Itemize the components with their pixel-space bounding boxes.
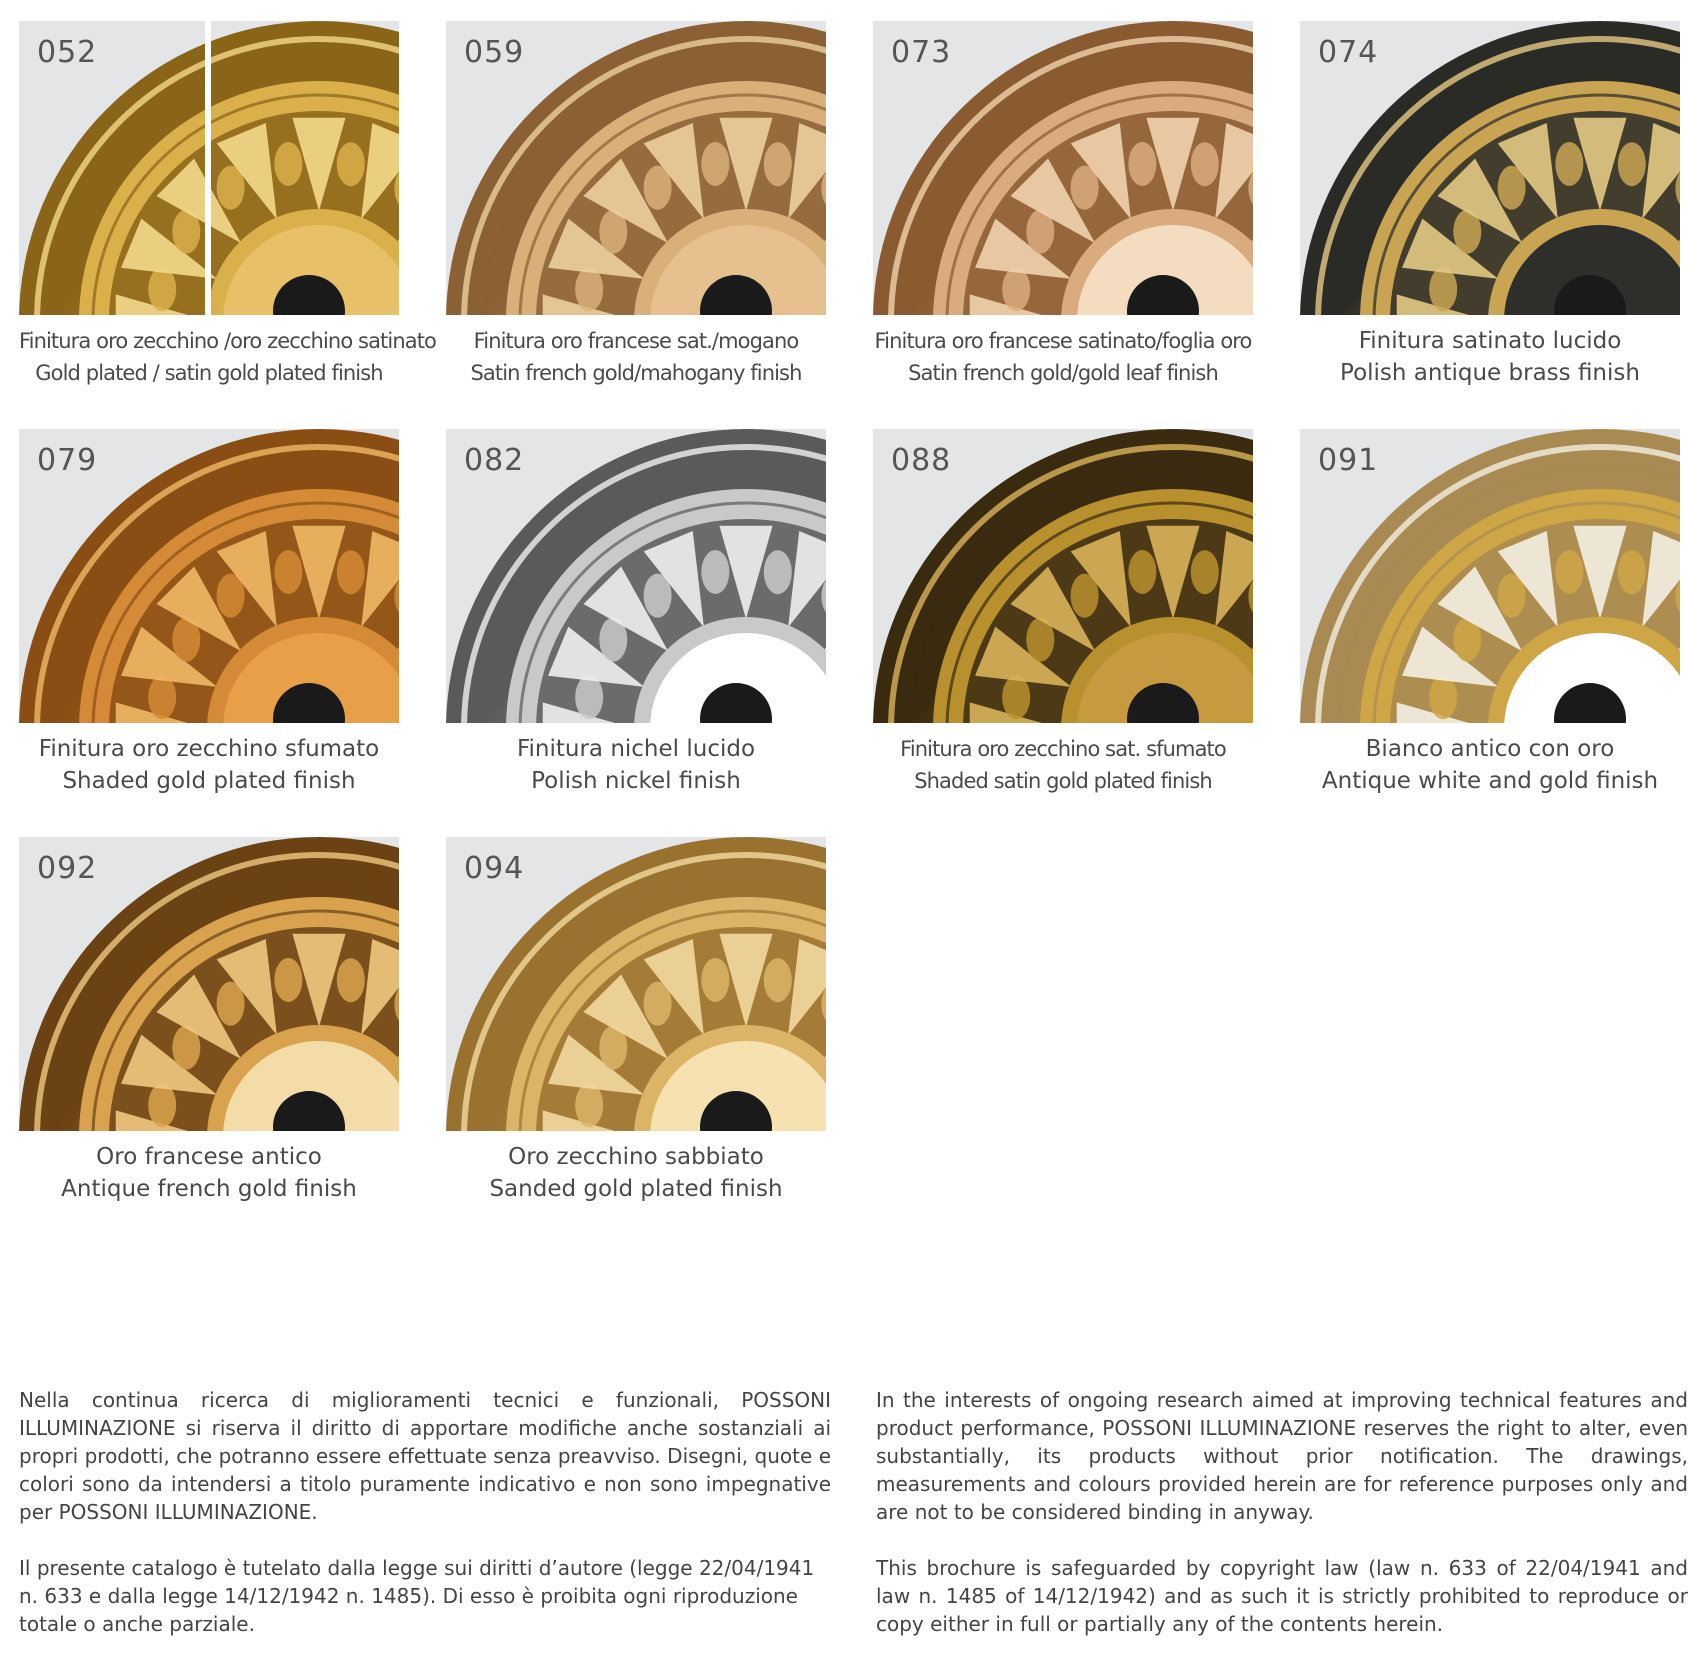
finish-code: 052 (37, 35, 98, 70)
finish-caption (873, 733, 1253, 797)
disclaimer-italian-paragraph-1: Nella continua ricerca di miglioramenti tecnici e funzionali, POSSONI ILLUMINAZIONE si riserva il diritto di apportare modifiche anche sostanziali ai propri prodotti, che potranno essere effettuate senza preavviso. Disegni, quote e colori sono da intendersi a titolo puramente indicativo e non sono impegnative per POSSONI ILLUMINAZIONE. (19, 1388, 831, 1524)
disclaimer-italian (19, 1386, 831, 1638)
caption-english: Shaded gold plated finish (62, 768, 356, 794)
caption-italian: Finitura oro francese sat./mogano (473, 329, 799, 353)
finish-code: 088 (891, 443, 952, 478)
caption-english: Antique french gold finish (61, 1176, 357, 1202)
disclaimer-english-paragraph-2: This brochure is safeguarded by copyright law (law n. 633 of 22/04/1941 and law n. 1485 of 14/12/1942) and as such it is strictly prohibited to reproduce or copy either in full or partially any of the contents herein. (876, 1556, 1688, 1636)
finish-code: 074 (1318, 35, 1379, 70)
caption-english: Satin french gold/gold leaf finish (908, 361, 1218, 385)
caption-italian: Finitura oro zecchino /oro zecchino satinato (19, 329, 436, 353)
finish-caption (873, 325, 1253, 389)
caption-italian: Finitura oro francese satinato/foglia oro (874, 329, 1252, 353)
finish-swatch-074 (1300, 21, 1680, 389)
finish-swatch-088 (873, 429, 1253, 797)
caption-italian: Finitura satinato lucido (1358, 328, 1622, 354)
finish-caption (19, 733, 399, 797)
caption-english: Shaded satin gold plated finish (914, 769, 1212, 793)
finish-swatch-052 (19, 21, 436, 389)
finish-caption (446, 733, 826, 797)
finish-code: 094 (464, 851, 525, 886)
caption-english: Satin french gold/mahogany finish (470, 361, 802, 385)
finish-swatch-059 (446, 21, 826, 389)
caption-italian: Oro francese antico (96, 1144, 322, 1170)
disclaimer-english (876, 1386, 1688, 1638)
caption-italian: Finitura oro zecchino sat. sfumato (900, 737, 1226, 761)
caption-english: Polish antique brass finish (1340, 360, 1640, 386)
caption-italian: Oro zecchino sabbiato (508, 1144, 764, 1170)
caption-english: Polish nickel finish (531, 768, 741, 794)
finish-caption (1300, 325, 1680, 389)
finish-swatch-079 (19, 429, 399, 797)
finish-caption (1300, 733, 1680, 797)
disclaimer-italian-paragraph-2: Il presente catalogo è tutelato dalla legge sui diritti d’autore (legge 22/04/1941 n. 633 e dalla legge 14/12/1942 n. 1485). Di esso è proibita ogni riproduzione totale o anche parziale. (19, 1556, 815, 1636)
finish-code: 079 (37, 443, 98, 478)
finish-caption (446, 325, 826, 389)
disclaimer-english-paragraph-1: In the interests of ongoing research aimed at improving technical features and product performance, POSSONI ILLUMINAZIONE reserves the right to alter, even substantially, its products without prior notification. The drawings, measurements and colours provided herein are for reference purposes only and are not to be considered binding in anyway. (876, 1388, 1688, 1524)
finish-swatch-091 (1300, 429, 1680, 797)
finish-code: 092 (37, 851, 98, 886)
finish-caption (19, 1141, 399, 1205)
caption-english: Gold plated / satin gold plated finish (35, 361, 383, 385)
finish-swatch-082 (446, 429, 826, 797)
caption-english: Antique white and gold finish (1321, 768, 1659, 794)
caption-italian: Bianco antico con oro (1365, 736, 1615, 762)
finish-swatch-073 (873, 21, 1253, 389)
caption-english: Sanded gold plated finish (489, 1176, 783, 1202)
finish-caption (446, 1141, 826, 1205)
finish-swatch-094 (446, 837, 826, 1205)
finish-code: 059 (464, 35, 525, 70)
caption-italian: Finitura oro zecchino sfumato (38, 736, 380, 762)
finish-code: 082 (464, 443, 525, 478)
finish-code: 073 (891, 35, 952, 70)
caption-italian: Finitura nichel lucido (516, 736, 756, 762)
finish-swatch-092 (19, 837, 399, 1205)
finish-caption (19, 325, 436, 389)
finish-code: 091 (1318, 443, 1379, 478)
